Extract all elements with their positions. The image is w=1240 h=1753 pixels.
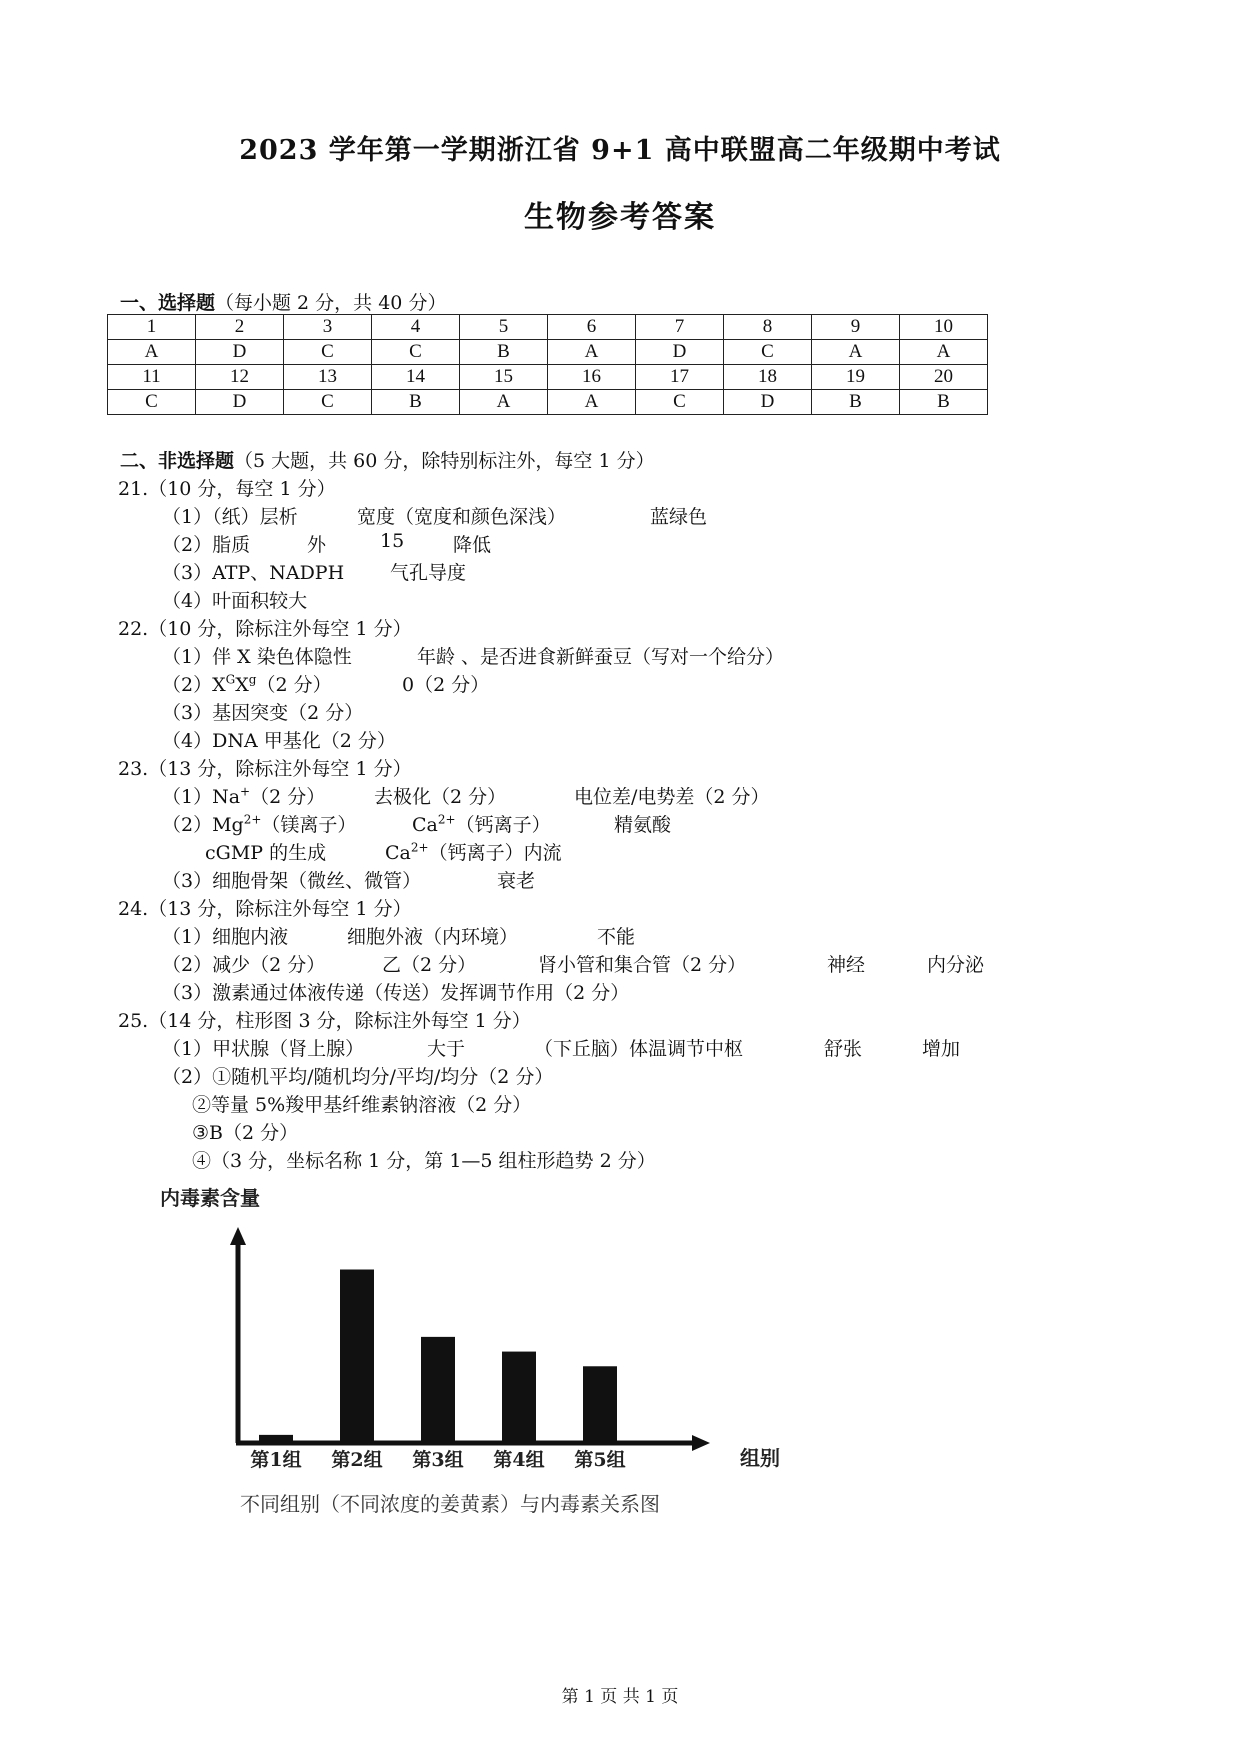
q24-line3: （3）激素通过体液传递（传送）发挥调节作用（2 分） (162, 982, 630, 1004)
answer-table-cell: B (900, 390, 988, 415)
answer-table-cell: 7 (636, 315, 724, 340)
answer-table-cell: C (372, 340, 460, 365)
q24-head: 24.（13 分，除标注外每空 1 分） (118, 898, 412, 920)
q23-2a: （2）Mg (162, 814, 244, 836)
answer-table-cell: 2 (196, 315, 284, 340)
answer-table-cell: C (284, 340, 372, 365)
q23-2a-rest: （镁离子） (261, 814, 357, 836)
section-1-heading (120, 288, 446, 315)
q23-line4 (162, 866, 536, 893)
answer-table-row (108, 340, 988, 365)
answer-table (107, 314, 988, 415)
q23-line1 (162, 782, 770, 809)
answer-table-cell: 6 (548, 315, 636, 340)
q21-3a: （3）ATP、NADPH (162, 562, 345, 584)
page-subtitle: 生物参考答案 (524, 200, 716, 235)
q25-1e: 增加 (922, 1038, 961, 1060)
q25-line4: ③B（2 分） (192, 1122, 299, 1144)
q23-1c: 电位差/电势差（2 分） (574, 786, 770, 808)
page-title: 2023 学年第一学期浙江省 9+1 高中联盟高二年级期中考试 (239, 135, 1001, 166)
answer-table-cell: D (196, 340, 284, 365)
answer-table-cell: A (548, 390, 636, 415)
q24-1b: 细胞外液（内环境） (347, 926, 519, 948)
chart-bar (421, 1337, 455, 1441)
q23-head: 23.（13 分，除标注外每空 1 分） (118, 758, 412, 780)
answer-table-cell: 16 (548, 365, 636, 390)
q22-2-prefix: （2）X (162, 674, 226, 696)
q21-2c: 15 (380, 530, 405, 552)
q25-1d: 舒张 (824, 1038, 863, 1060)
answer-table-cell: C (108, 390, 196, 415)
q22-line4: （4）DNA 甲基化（2 分） (162, 730, 396, 752)
page-footer: 第 1 页 共 1 页 (561, 1687, 679, 1707)
answer-table-cell: 20 (900, 365, 988, 390)
answer-table-cell: 10 (900, 315, 988, 340)
q22-1a: （1）伴 X 染色体隐性 (162, 646, 352, 668)
q23-3b-sup: 2+ (410, 840, 429, 855)
q24-2d: 神经 (827, 954, 866, 976)
answer-table-row (108, 315, 988, 340)
q24-2e: 内分泌 (927, 954, 985, 976)
q23-2b: Ca (412, 814, 438, 836)
answer-table-cell: B (372, 390, 460, 415)
chart-category-label: 第5组 (574, 1449, 626, 1471)
answer-table-cell: 15 (460, 365, 548, 390)
q21-1b: 宽度（宽度和颜色深浅） (357, 506, 567, 528)
q21-head: 21.（10 分，每空 1 分） (118, 478, 336, 500)
q21-2a: （2）脂质 (162, 534, 251, 556)
section-2-note: （5 大题，共 60 分，除特别标注外，每空 1 分） (234, 450, 655, 472)
q25-1b: 大于 (427, 1038, 466, 1060)
q25-line2: （2）①随机平均/随机均分/平均/均分（2 分） (162, 1066, 554, 1088)
q23-2a-sup: 2+ (243, 812, 262, 827)
q25-line1 (162, 1034, 961, 1061)
q24-2a: （2）减少（2 分） (162, 954, 326, 976)
chart-category-label: 第2组 (331, 1449, 383, 1471)
q22-2b: 0（2 分） (402, 674, 490, 696)
q24-line2 (162, 950, 985, 977)
chart-category-label: 第4组 (493, 1449, 545, 1471)
q22-2-sup1: G (225, 672, 236, 687)
section-1-label: 一、选择题 (120, 292, 216, 314)
section-2-heading (120, 446, 655, 473)
q23-2b-sup: 2+ (437, 812, 456, 827)
answer-table-cell: 18 (724, 365, 812, 390)
chart-category-label: 第1组 (250, 1449, 302, 1471)
answer-table-row (108, 390, 988, 415)
q21-1a: （1）（纸）层析 (162, 506, 298, 528)
chart-bar (340, 1270, 374, 1442)
q21-1c: 蓝绿色 (650, 506, 708, 528)
q21-3b: 气孔导度 (390, 562, 467, 584)
q22-1b: 年龄 、是否进食新鲜蚕豆（写对一个给分） (417, 646, 785, 668)
q25-head: 25.（14 分，柱形图 3 分，除标注外每空 1 分） (118, 1010, 531, 1032)
q23-1a-rest: （2 分） (250, 786, 326, 808)
chart-category-label: 第3组 (412, 1449, 464, 1471)
answer-table-cell: 13 (284, 365, 372, 390)
q22-line1 (162, 642, 785, 669)
q24-1a: （1）细胞内液 (162, 926, 289, 948)
chart-bar (259, 1435, 293, 1441)
q23-4a: （3）细胞骨架（微丝、微管） (162, 870, 422, 892)
answer-table-row (108, 365, 988, 390)
q24-line1 (162, 922, 636, 949)
q22-head: 22.（10 分，除标注外每空 1 分） (118, 618, 412, 640)
answer-table-cell: A (460, 390, 548, 415)
answer-table-cell: 8 (724, 315, 812, 340)
q22-line3: （3）基因突变（2 分） (162, 702, 364, 724)
section-2-label: 二、非选择题 (120, 450, 235, 472)
chart-bar (502, 1352, 536, 1441)
section-1-note: （每小题 2 分，共 40 分） (215, 292, 447, 314)
q24-2b: 乙（2 分） (382, 954, 477, 976)
q23-2b-rest: （钙离子） (455, 814, 551, 836)
answer-table-cell: C (284, 390, 372, 415)
chart-y-axis-label: 内毒素含量 (160, 1186, 260, 1210)
q21-line2 (162, 530, 492, 557)
q23-3b: Ca (385, 842, 411, 864)
q23-4b: 衰老 (497, 870, 536, 892)
chart-x-axis-label: 组别 (740, 1446, 780, 1470)
answer-table-cell: 14 (372, 365, 460, 390)
answer-table-cell: 9 (812, 315, 900, 340)
q21-line1 (162, 502, 708, 529)
answer-table-cell: 12 (196, 365, 284, 390)
answer-table-cell: 3 (284, 315, 372, 340)
q21-line4: （4）叶面积较大 (162, 590, 308, 612)
answer-table-cell: D (724, 390, 812, 415)
q22-line2 (162, 670, 490, 697)
endotoxin-bar-chart (150, 1185, 810, 1520)
q23-2c: 精氨酸 (614, 814, 672, 836)
answer-table-cell: B (460, 340, 548, 365)
answer-table-cell: 1 (108, 315, 196, 340)
q23-1b: 去极化（2 分） (374, 786, 507, 808)
q23-line2 (162, 810, 672, 837)
q22-2-sup2: g (248, 672, 257, 687)
q21-2b: 外 (307, 534, 327, 556)
answer-table-cell: 11 (108, 365, 196, 390)
q23-line3 (205, 838, 562, 865)
answer-table-cell: D (196, 390, 284, 415)
chart-y-axis-arrow (230, 1227, 246, 1245)
q25-line3: ②等量 5%羧甲基纤维素钠溶液（2 分） (192, 1094, 532, 1116)
q25-line5: ④（3 分，坐标名称 1 分，第 1—5 组柱形趋势 2 分） (192, 1150, 656, 1172)
answer-table-cell: A (548, 340, 636, 365)
answer-table-cell: 4 (372, 315, 460, 340)
q25-1c: （下丘脑）体温调节中枢 (534, 1038, 744, 1060)
answer-table-cell: A (900, 340, 988, 365)
q23-3b-rest: （钙离子）内流 (428, 842, 562, 864)
chart-bar (583, 1366, 617, 1441)
q23-1a-sup: + (240, 784, 251, 799)
q23-1a: （1）Na (162, 786, 241, 808)
q22-2-mid: X (235, 674, 249, 696)
answer-table-cell: 19 (812, 365, 900, 390)
q21-2d: 降低 (453, 534, 492, 556)
answer-table-cell: A (812, 340, 900, 365)
answer-table-cell: 17 (636, 365, 724, 390)
answer-table-cell: C (636, 390, 724, 415)
answer-table-cell: B (812, 390, 900, 415)
answer-table-cell: A (108, 340, 196, 365)
chart-x-axis-arrow (692, 1435, 710, 1451)
q25-1a: （1）甲状腺（肾上腺） (162, 1038, 365, 1060)
q21-line3 (162, 558, 467, 585)
answer-table-cell: D (636, 340, 724, 365)
q24-1c: 不能 (597, 926, 636, 948)
q23-3a: cGMP 的生成 (205, 842, 327, 864)
chart-title: 不同组别（不同浓度的姜黄素）与内毒素关系图 (240, 1492, 660, 1516)
q22-2-score: （2 分） (256, 674, 332, 696)
answer-table-cell: C (724, 340, 812, 365)
answer-table-cell: 5 (460, 315, 548, 340)
q24-2c: 肾小管和集合管（2 分） (538, 954, 747, 976)
